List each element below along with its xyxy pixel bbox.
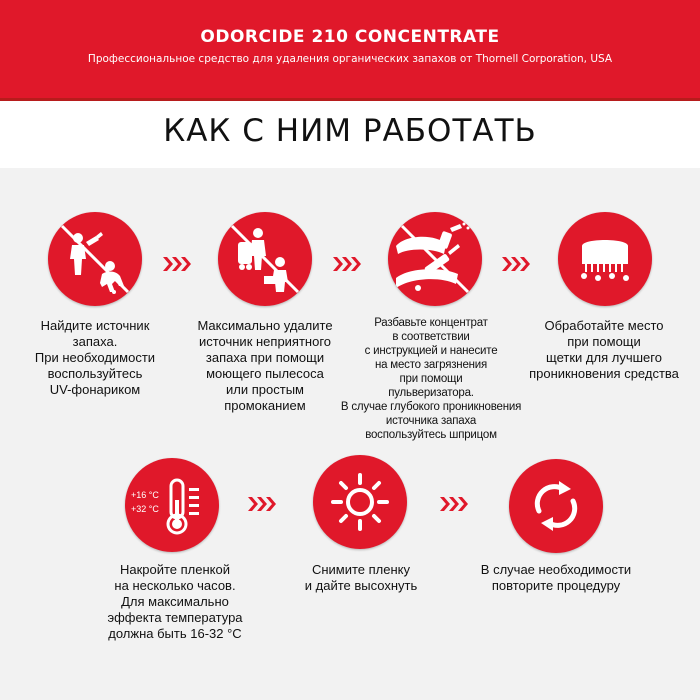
page-heading: КАК С НИМ РАБОТАТЬ — [163, 113, 537, 149]
step-4-text: Обработайте место при помощи щетки для лучшего проникновения средства — [529, 318, 679, 381]
step-5-text: Накройте пленкой на несколько часов. Для максимально эффекта температура должна быть 16-32 °С — [107, 562, 243, 641]
step-arrow-5 — [248, 497, 276, 511]
step-arrow-1 — [163, 257, 191, 271]
heading-band — [0, 101, 700, 168]
step-3-text: Разбавьте концентрат в соответствии с инструкцией и нанесите на место загрязнения при помощи пульверизатора. В случае глубокого проникновения источника запаха воспользуйтесь шприцом — [340, 317, 522, 441]
step-arrow-2 — [333, 257, 361, 271]
triple-chevron-right-icon — [333, 257, 361, 271]
triple-chevron-right-icon — [248, 497, 276, 511]
find-source-icon — [48, 212, 142, 306]
product-title: ODORCIDE 210 CONCENTRATE — [200, 27, 500, 47]
step-7-text: В случае необходимости повторите процедуру — [480, 562, 632, 593]
thermometer-icon — [125, 458, 219, 552]
spray-icon — [388, 212, 482, 306]
triple-chevron-right-icon — [163, 257, 191, 271]
step-arrow-6 — [440, 497, 468, 511]
temp-low-label: +32 °С — [131, 504, 159, 514]
brush-icon — [558, 212, 652, 306]
step-2-text: Максимально удалите источник неприятного запаха при помощи моющего пылесоса или простым промоканием — [197, 318, 333, 413]
vacuum-icon — [218, 212, 312, 306]
temp-high-label: +16 °С — [131, 490, 159, 500]
product-subtitle: Профессиональное средство для удаления органических запахов от Thornell Corporation, USA — [87, 53, 613, 65]
sun-icon — [313, 455, 407, 549]
triple-chevron-right-icon — [440, 497, 468, 511]
step-1-text: Найдите источник запаха. При необходимости воспользуйтесь UV-фонариком — [34, 318, 156, 397]
step-arrow-3 — [502, 257, 530, 271]
triple-chevron-right-icon — [502, 257, 530, 271]
repeat-icon — [509, 459, 603, 553]
brand-header — [0, 0, 700, 101]
step-6-text: Снимите пленку и дайте высохнуть — [304, 562, 418, 593]
